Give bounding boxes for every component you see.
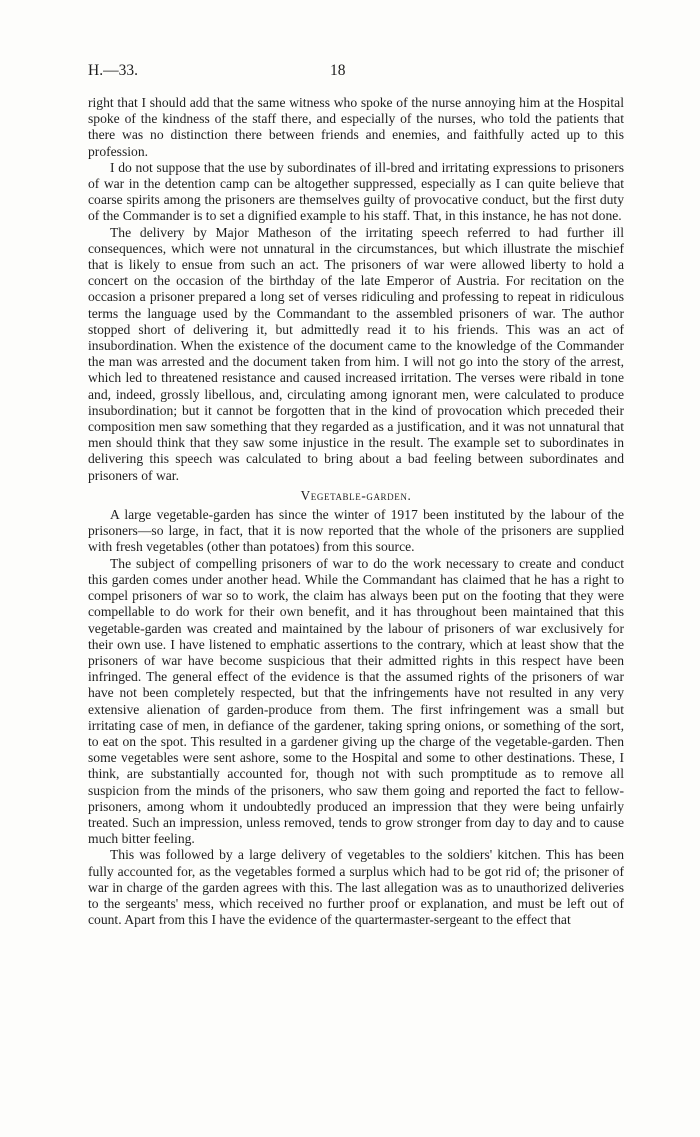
paragraph: This was followed by a large delivery of vegetables to the soldiers' kitchen. This has been fully accounted for, as the vegetables formed a surplus which had to be got rid of; the prisoner of war in charge of the garden agrees with this. The last allegation was as to unauthorized deliveries to the sergeants' mess, which received no further proof or explanation, and must be left out of count. Apart from this I have the evidence of the quartermaster-sergeant to the effect that bbox=[88, 847, 624, 928]
page-number: 18 bbox=[330, 62, 346, 79]
paragraph: I do not suppose that the use by subordinates of ill-bred and irritating expressions to prisoners of war in the detention camp can be altogether suppressed, especially as I can quite believe that coarse spirits among the prisoners are themselves guilty of provocative conduct, but the first duty of the Commander is to set a dignified example to his staff. That, in this instance, he has not done. bbox=[88, 159, 624, 224]
section-heading: Vegetable-garden. bbox=[300, 487, 412, 503]
document-body bbox=[88, 95, 624, 928]
paragraph-continued: right that I should add that the same witness who spoke of the nurse annoying him at the Hospital spoke of the kindness of the staff there, and especially of the nurses, who told the patients that there was no distinction there between friends and enemies, and faithfully acted up to this profession. bbox=[88, 95, 624, 159]
paragraph: A large vegetable-garden has since the winter of 1917 been instituted by the labour of the prisoners—so large, in fact, that it is now reported that the whole of the prisoners are supplied with fresh vegetables (other than potatoes) from this source. bbox=[88, 507, 624, 555]
paragraph: The subject of compelling prisoners of war to do the work necessary to create and conduct this garden comes under another head. While the Commandant has claimed that he has a right to compel prisoners of war so to work, the claim has always been put on the footing that they were compellable to do work for their own benefit, and it has throughout been maintained that this vegetable-garden was created and maintained by the labour of prisoners of war exclusively for their own use. I have listened to emphatic assertions to the contrary, which at least show that the prisoners of war have become suspicious that their admitted rights in this respect have been infringed. The general effect of the evidence is that the assumed rights of the prisoners of war have not been completely respected, but that the infringements have not resulted in any very extensive alienation of garden-produce from them. The first infringement was a small but irritating case of men, in defiance of the gardener, taking spring onions, or something of the sort, to eat on the spot. This resulted in a gardener giving up the charge of the vegetable-garden. Then some vegetables were sent ashore, some to the Hospital and some to other destinations. These, I think, are substantially accounted for, though not with such promptitude as to remove all suspicion from the minds of the prisoners, who saw them going and reported the fact to fellow-prisoners, among whom it undoubtedly produced an impression that they were being unfairly treated. Such an impression, unless removed, tends to grow stronger from day to day and to cause much bitter feeling. bbox=[88, 555, 624, 847]
page-header bbox=[88, 62, 624, 84]
paragraph: The delivery by Major Matheson of the irritating speech referred to had further ill consequences, which were not unnatural in the circumstances, but which illustrate the mischief that is likely to ensue from such an act. The prisoners of war were allowed liberty to hold a concert on the occasion of the birthday of the late Emperor of Austria. For recitation on the occasion a prisoner prepared a long set of verses ridiculing and professing to repeat in ridiculous terms the language used by the Commandant to the assembled prisoners of war. The author stopped short of delivering it, but admittedly read it to his friends. This was an act of insubordination. When the existence of the document came to the knowledge of the Commander the man was arrested and the document taken from him. I will not go into the story of the arrest, which led to threatened resistance and caused increased irritation. The verses were ribald in tone and, indeed, grossly libellous, and, circulating among ignorant men, were calculated to produce insubordination; but it cannot be forgotten that in the kind of provocation which preceded their composition men saw something that they regarded as a justification, and it was not unnatural that men should think that they saw some injustice in the result. The example set to subordinates in delivering this speech was calculated to bring about a bad feeling between subordinates and prisoners of war. bbox=[88, 224, 624, 483]
document-reference: H.—33. bbox=[88, 62, 138, 79]
